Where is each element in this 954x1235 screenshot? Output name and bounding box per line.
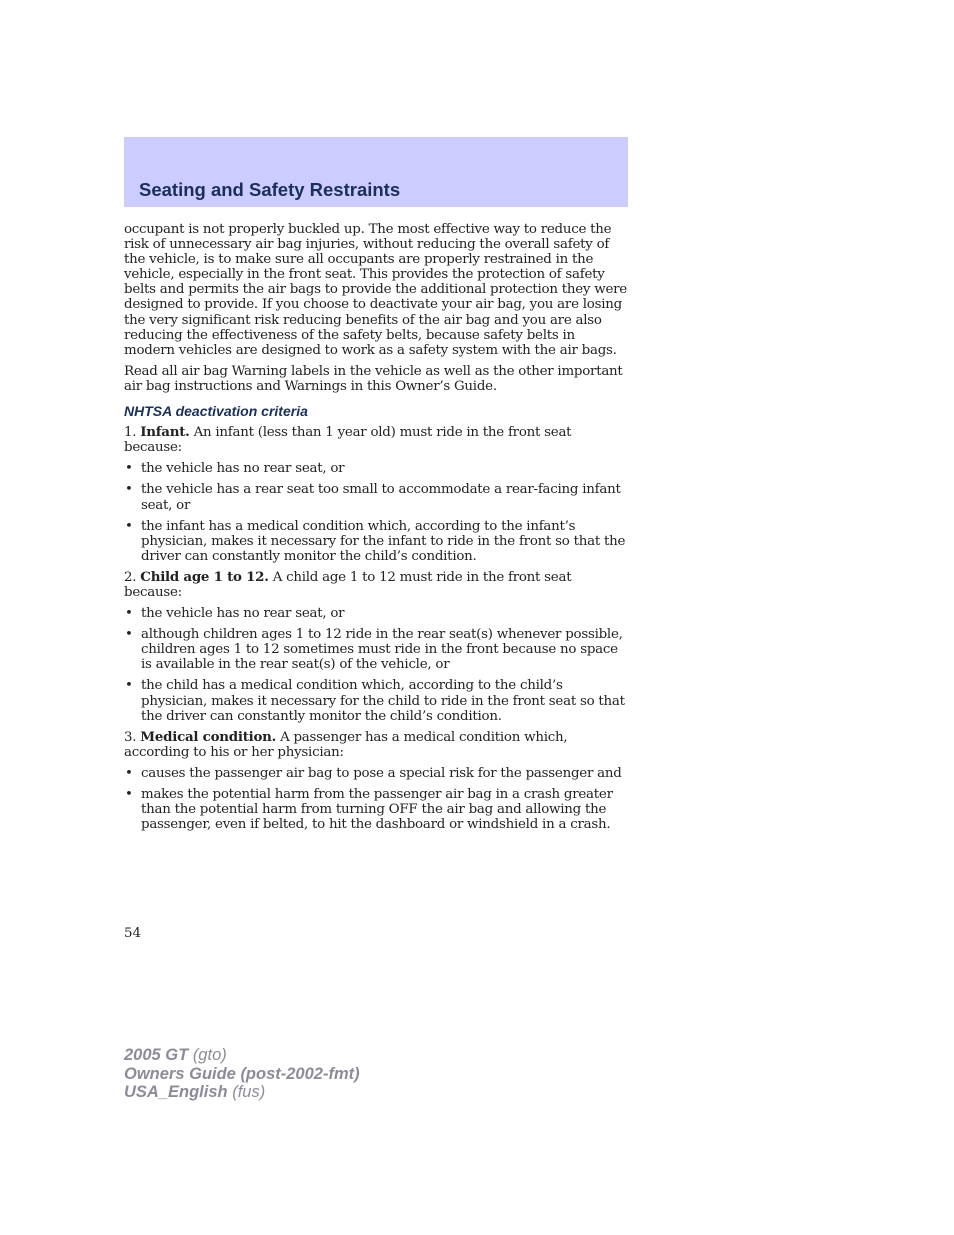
list-item: • the child has a medical condition which, according to the child’s physician, makes it necessary for the child to ride in the front seat so that the driver can constantly monitor the child’s condition.	[124, 678, 628, 723]
section-header-band	[124, 137, 628, 207]
criterion-intro	[124, 570, 628, 600]
list-item: • the vehicle has a rear seat too small to accommodate a rear-facing infant seat, or	[124, 482, 628, 512]
criterion-number: 1.	[124, 425, 137, 441]
criterion-title: Child age 1 to 12.	[140, 568, 269, 585]
criterion-title: Medical condition.	[140, 728, 277, 745]
body-paragraph: Read all air bag Warning labels in the vehicle as well as the other important air bag instructions and Warnings in this Owner’s Guide.	[124, 363, 623, 394]
body-paragraph: occupant is not properly buckled up. The most effective way to reduce the risk of unnecessary air bag injuries, without reducing the overall safety of the vehicle, is to make sure all occupants are properly restrained in the vehicle, especially in the front seat. This provides the protection of safety belts and permits the air bags to provide the additional protection they were designed to provide. If you choose to deactivate your air bag, you are losing the very significant risk reducing benefits of the air bag and you are also reducing the effectiveness of the safety belts, because safety belts in modern vehicles are designed to work as a safety system with the air bags.	[124, 222, 627, 358]
footer-line	[124, 1083, 360, 1102]
list-item: • causes the passenger air bag to pose a special risk for the passenger and	[124, 766, 628, 781]
footer-line	[124, 1065, 360, 1084]
criterion-intro	[124, 425, 628, 455]
criterion-text: An infant (less than 1 year old) must ride in the front seat because:	[124, 425, 572, 456]
page-number: 54	[124, 926, 142, 941]
footer-model-code: (gto)	[192, 1046, 227, 1064]
criterion-title: Infant.	[140, 424, 190, 441]
criterion-text: A child age 1 to 12 must ride in the front seat because:	[124, 569, 572, 600]
footer-model: 2005 GT	[124, 1046, 189, 1064]
bullet-list	[124, 461, 628, 564]
footer-language-code: (fus)	[232, 1083, 266, 1101]
bullet-list	[124, 766, 628, 832]
footer-language: USA_English	[124, 1083, 228, 1101]
page-content	[124, 222, 628, 838]
section-title: Seating and Safety Restraints	[139, 179, 401, 200]
footer-line	[124, 1046, 360, 1065]
document-footer	[124, 1046, 360, 1102]
criterion-text: A passenger has a medical condition which, according to his or her physician:	[124, 729, 568, 760]
criterion-intro	[124, 730, 628, 760]
footer-guide: Owners Guide (post-2002-fmt)	[124, 1064, 360, 1083]
list-item: • the vehicle has no rear seat, or	[124, 461, 628, 476]
criterion-number: 2.	[124, 569, 137, 585]
subsection-heading: NHTSA deactivation criteria	[124, 403, 308, 420]
list-item: • makes the potential harm from the passenger air bag in a crash greater than the potential harm from turning OFF the air bag and allowing the passenger, even if belted, to hit the dashboard or windshield in a crash.	[124, 787, 628, 832]
criterion-number: 3.	[124, 729, 137, 745]
list-item: • the infant has a medical condition which, according to the infant’s physician, makes it necessary for the infant to ride in the front so that the driver can constantly monitor the child’s condition.	[124, 519, 628, 564]
list-item: • the vehicle has no rear seat, or	[124, 606, 628, 621]
list-item: • although children ages 1 to 12 ride in the rear seat(s) whenever possible, children ages 1 to 12 sometimes must ride in the front because no space is available in the rear seat(s) of the vehicle, or	[124, 627, 628, 672]
bullet-list	[124, 606, 628, 724]
